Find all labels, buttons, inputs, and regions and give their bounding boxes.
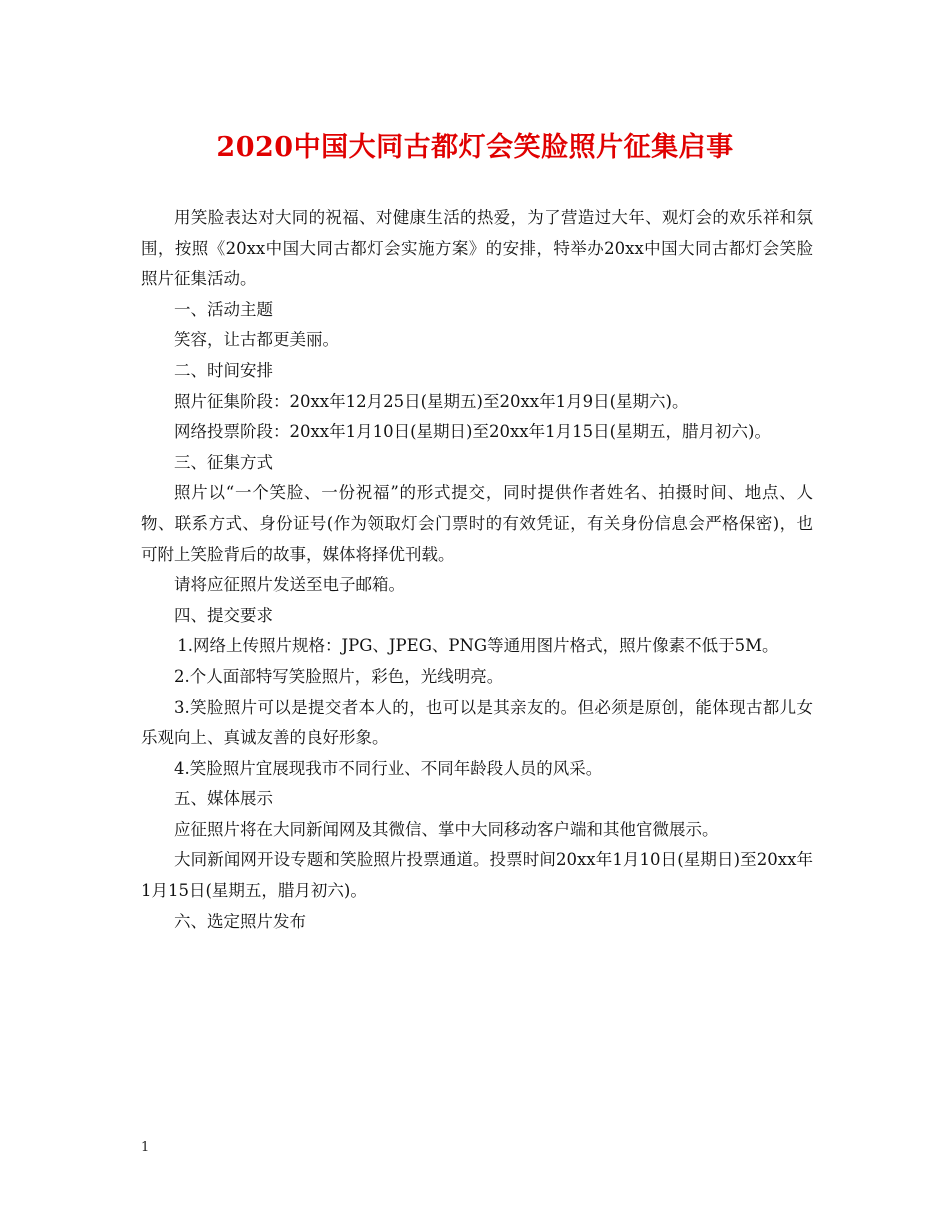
section-heading-publish: 六、选定照片发布 bbox=[174, 911, 306, 931]
requirement-3: 3.笑脸照片可以是提交者本人的，也可以是其亲友的。但必须是原创，能体现古都儿女乐观向上、真诚友善的良好形象。 bbox=[141, 697, 813, 748]
voting-period: 网络投票阶段：20xx年1月10日(星期日)至20xx年1月15日(星期五，腊月初六)。 bbox=[174, 422, 771, 442]
section-heading-method: 三、征集方式 bbox=[174, 452, 273, 472]
media-display-text: 应征照片将在大同新闻网及其微信、掌中大同移动客户端和其他官微展示。 bbox=[174, 819, 719, 839]
section-heading-theme: 一、活动主题 bbox=[174, 299, 273, 319]
collection-period: 照片征集阶段：20xx年12月25日(星期五)至20xx年1月9日(星期六)。 bbox=[174, 391, 689, 411]
intro-paragraph: 用笑脸表达对大同的祝福、对健康生活的热爱，为了营造过大年、观灯会的欢乐祥和氛围，按照《20xx中国大同古都灯会实施方案》的安排，特举办20xx中国大同古都灯会笑脸照片征集活动。 bbox=[141, 208, 813, 289]
requirement-4: 4.笑脸照片宜展现我市不同行业、不同年龄段人员的风采。 bbox=[174, 758, 603, 778]
method-text: 照片以“一个笑脸、一份祝福”的形式提交，同时提供作者姓名、拍摄时间、地点、人物、联系方式、身份证号(作为领取灯会门票时的有效凭证，有关身份信息会严格保密)，也可附上笑脸背后的故事，媒体将择优刊载。 bbox=[141, 483, 813, 564]
section-heading-schedule: 二、时间安排 bbox=[174, 360, 273, 380]
requirement-2: 2.个人面部特写笑脸照片，彩色，光线明亮。 bbox=[174, 666, 504, 686]
page-number: 1 bbox=[141, 1140, 150, 1155]
document-title: 2020中国大同古都灯会笑脸照片征集启事 bbox=[216, 132, 734, 163]
email-instruction: 请将应征照片发送至电子邮箱。 bbox=[174, 575, 405, 595]
section-heading-media: 五、媒体展示 bbox=[174, 789, 273, 809]
section-heading-requirements: 四、提交要求 bbox=[174, 605, 273, 625]
requirement-1: 1.网络上传照片规格：JPG、JPEG、PNG等通用图片格式，照片像素不低于5M。 bbox=[177, 636, 779, 656]
voting-channel-text: 大同新闻网开设专题和笑脸照片投票通道。投票时间20xx年1月10日(星期日)至20xx年1月15日(星期五，腊月初六)。 bbox=[141, 850, 813, 901]
theme-text: 笑容，让古都更美丽。 bbox=[174, 330, 339, 350]
document-body bbox=[141, 203, 813, 937]
